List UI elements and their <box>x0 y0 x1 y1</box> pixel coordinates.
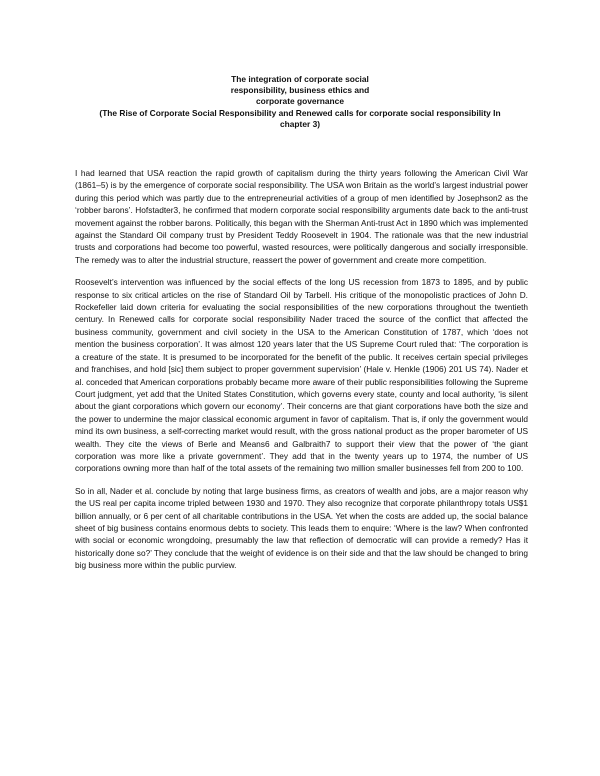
title-line: corporate governance <box>256 96 344 107</box>
document-title <box>70 74 530 130</box>
subtitle-line: chapter 3) <box>279 118 321 129</box>
title-line: The integration of corporate social <box>231 74 369 84</box>
subtitle-line: (The Rise of Corporate Social Responsibility and Renewed calls for corporate social responsibility In <box>99 107 501 118</box>
paragraph-1: I had learned that USA reaction the rapid growth of capitalism during the thirty years following the American Civil War (1861–5) is by the emergence of corporate social responsibility. The USA won Britain as the world’s largest industrial power during this period which was partly due to the entrepreneurial activities of a group of men identified by Josephson2 as the ‘robber barons’. Hofstadter3, he confirmed that modern corporate social responsibility arguments date back to the anti-trust movement against the robber barons. Politically, this began with the Sherman Anti-trust Act in 1890 which was implemented against the Standard Oil company trust by President Teddy Roosevelt in 1904. The rationale was that the new industrial trusts and corporations had become too powerful, wasted resources, were politically dangerous and socially irresponsible. The remedy was to alter the industrial structure, reassert the power of government and create more competition. <box>75 168 528 265</box>
paragraph-2: Roosevelt’s intervention was influenced by the social effects of the long US recession from 1873 to 1895, and by public response to six critical articles on the rise of Standard Oil by Tarbell. His critique of the monopolistic practices of John D. Rockefeller laid down criteria for evaluating the social responsibilities of the new corporations throughout the twentieth century. In Renewed calls for corporate social responsibility Nader traced the source of the conflict that affected the business community, government and civil society in the USA to the American Constitution of 1787, which ‘does not mention the business corporation’. It was almost 120 years later that the US Supreme Court ruled that: ‘The corporation is a creature of the state. It is presumed to be incorporated for the benefit of the public. It receives certain special privileges and franchises, and hold [sic] them subject to proper government supervision’ (Hale v. Henkle (1906) 201 US 74). Nader et al. conceded that American corporations probably became more aware of their public responsibilities following the Supreme Court judgment, yet add that the United States Constitution, which governs every state, county and local authority, ‘is silent about the giant corporations which govern our economy’. Their concerns are that giant corporations have both the size and the power to undermine the major classical economic argument in favor of capitalism. That is, if only the government would mind its own business, a self-correcting market would result, with the gross national product as the proper barometer of US wealth. They cite the views of Berle and Means6 and Galbraith7 to support their view that the power of ‘the giant corporation was more like a private government’. They add that in the twenty years up to 1974, the number of US corporations owning more than half of the total assets of the remaining two million smaller businesses fell from 200 to 100. <box>75 277 528 474</box>
document-body <box>75 167 528 582</box>
paragraph-3: So in all, Nader et al. conclude by noting that large business firms, as creators of wealth and jobs, are a major reason why the US real per capita income tripled between 1930 and 1970. They also recognize that corporate philanthropy totals US$1 billion annually, or 6 per cent of all charitable contributions in the USA. Yet when the costs are added up, the social balance sheet of big business contains enormous debts to society. This leads them to enquire: ‘Where is the law? When confronted with social or economic wrongdoing, presumably the law that reflection of democratic will can provide a remedy? Has it historically done so?’ They conclude that the weight of evidence is on their side and that the law should be changed to bring big business more within the public purview. <box>75 485 528 571</box>
title-line: responsibility, business ethics and <box>230 85 370 96</box>
